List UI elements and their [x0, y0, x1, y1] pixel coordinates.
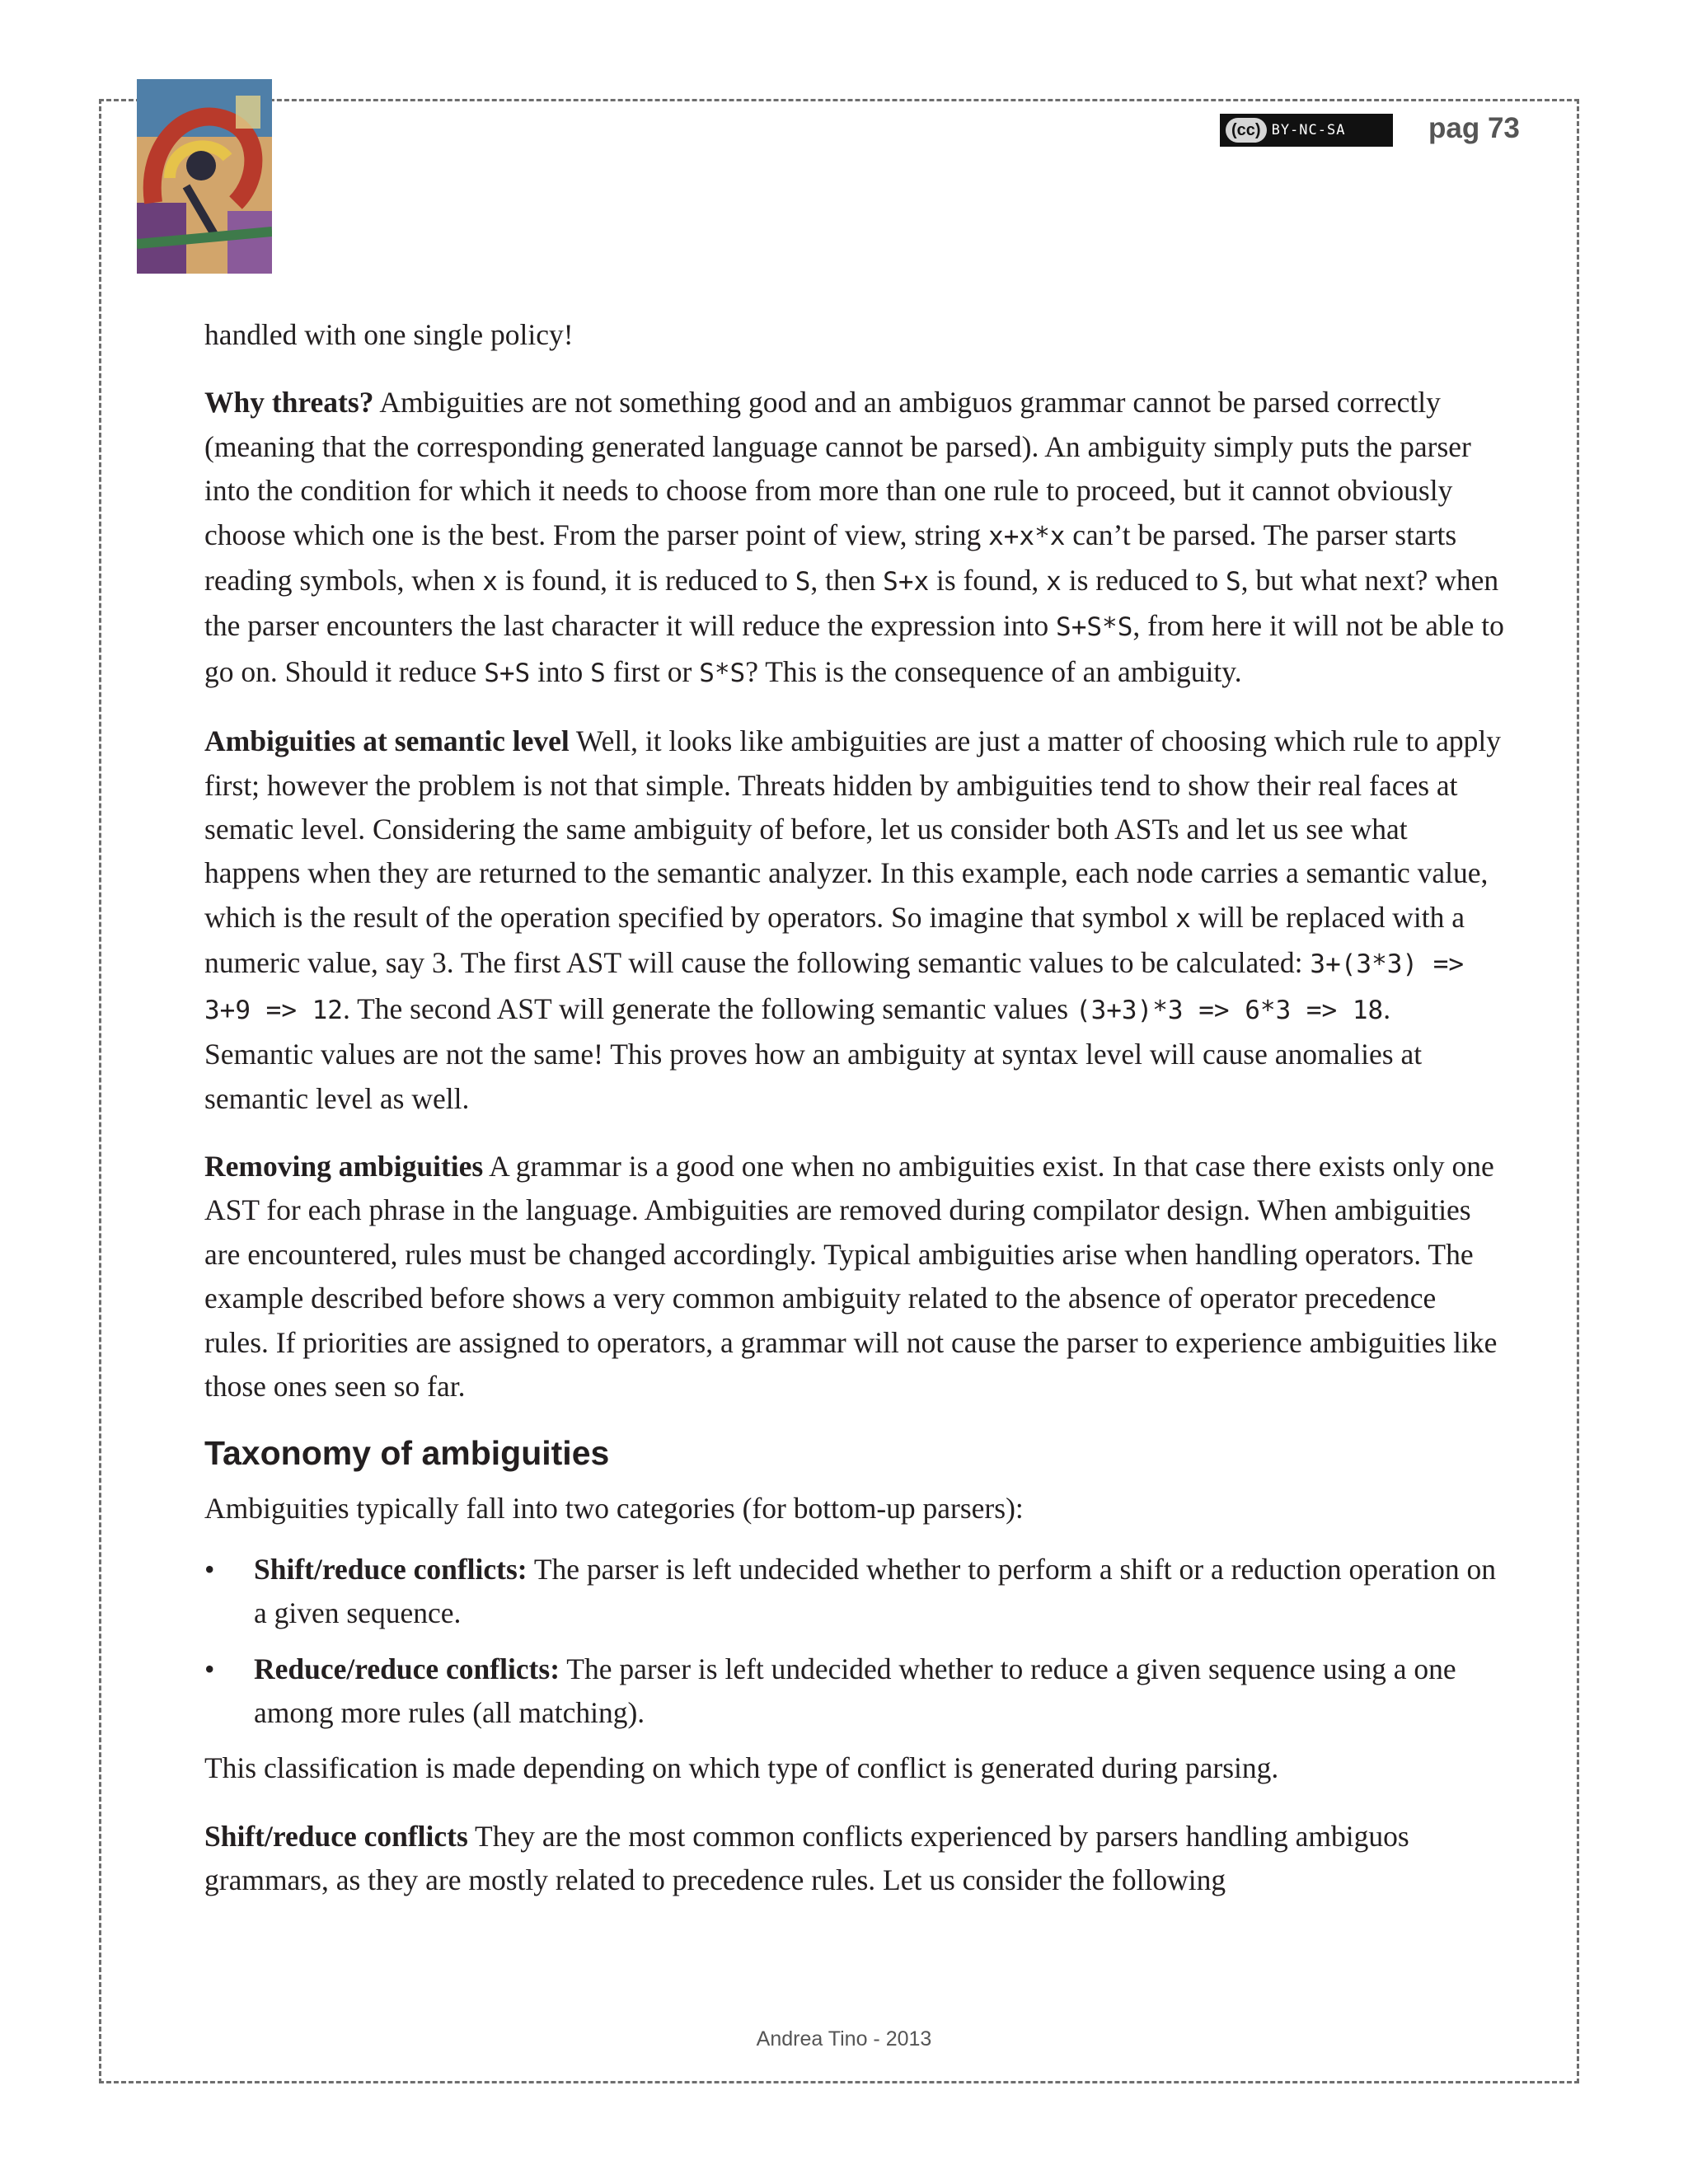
footer-author: Andrea Tino - 2013 — [756, 2027, 932, 2050]
code-inline: 3+(3*3) => 3+9 => 12 — [204, 949, 1465, 1025]
code-inline: S*S — [699, 658, 746, 688]
cover-painting — [137, 79, 272, 274]
code-inline: (3+3)*3 => 6*3 => 18 — [1075, 995, 1384, 1025]
code-inline: x — [1046, 567, 1062, 598]
code-inline: S+S — [484, 658, 531, 688]
code-inline: S+x — [883, 567, 930, 598]
page-content — [204, 313, 1507, 1927]
code-inline: x — [482, 567, 498, 598]
bullet-icon: • — [204, 1552, 215, 1586]
code-inline: x — [1175, 903, 1191, 934]
list-item: • Reduce/reduce conflicts: The parser is left undecided whether to reduce a given sequence using a one among more rules (all matching). — [204, 1647, 1507, 1736]
removing-ambiguities-paragraph: Removing ambiguities A grammar is a good one when no ambiguities exist. In that case there exists only one AST for each phrase in the language. Ambiguities are removed during compilator design. When ambiguities are encountered, rules must be changed accordingly. Typical ambiguities arise when handling operators. The example described before shows a very common ambiguity related to the absence of operator precedence rules. If priorities are assigned to operators, a grammar will not cause the parser to experience ambiguities like those ones seen so far. — [204, 1149, 1498, 1403]
conflict-list — [204, 1548, 1507, 1736]
intro-paragraph: handled with one single policy! — [204, 318, 574, 351]
section-title: Taxonomy of ambiguities — [204, 1434, 610, 1473]
page-number: pag 73 — [1428, 112, 1520, 144]
code-inline: S — [1225, 567, 1241, 598]
removing-ambiguities-heading: Removing ambiguities — [204, 1149, 484, 1183]
cc-license-badge — [1220, 114, 1393, 147]
code-inline: S — [590, 658, 606, 688]
semantic-level-heading: Ambiguities at semantic level — [204, 724, 570, 758]
shift-reduce-heading: Shift/reduce conflicts — [204, 1819, 468, 1853]
semantic-level-paragraph: Ambiguities at semantic level Well, it looks like ambiguities are just a matter of choosing which rule to apply first; however the problem is not that simple. Threats hidden by ambiguities tend to show their real faces at sematic level. Considering the same ambiguity of before, let us consider both ASTs and let us see what happens when they are returned to the semantic analyzer. In this example, each node carries a semantic value, which is the result of the operation specified by operators. So imagine that symbol x will be replaced with a numeric value, say 3. The first AST will cause the following semantic values to be calculated: 3+(3*3) => 3+9 => 12. The second AST will generate the following semantic values (3+3)*3 => 6*3 => 18. Semantic values are not the same! This proves how an ambiguity at syntax level will cause anomalies at semantic level as well. — [204, 724, 1501, 1115]
classification-paragraph: This classification is made depending on which type of conflict is generated during parsing. — [204, 1751, 1279, 1785]
list-item: • Shift/reduce conflicts: The parser is left undecided whether to perform a shift or a reduction operation on a given sequence. — [204, 1548, 1507, 1636]
bullet-icon: • — [204, 1652, 215, 1685]
why-threats-heading: Why threats? — [204, 386, 374, 419]
code-inline: x+x*x — [988, 521, 1066, 551]
why-threats-paragraph: Why threats? Ambiguities are not something good and an ambiguos grammar cannot be parsed correctly (meaning that the corresponding generated language cannot be parsed). An ambiguity simply puts the parser into the condition for which it needs to choose from more than one rule to proceed, but it cannot obviously choose which one is the best. From the parser point of view, string x+x*x can’t be parsed. The parser starts reading symbols, when x is found, it is reduced to S, then S+x is found, x is reduced to S, but what next? when the parser encounters the last character it will reduce the expression into S+S*S, from here it will not be able to go on. Should it reduce S+S into S first or S*S? This is the consequence of an ambiguity. — [204, 386, 1504, 688]
license-terms: BY-NC-SA — [1271, 122, 1346, 138]
shift-reduce-paragraph: Shift/reduce conflicts They are the most common conflicts experienced by parsers handling ambiguos grammars, as they are mostly related to precedence rules. Let us consider the following — [204, 1819, 1409, 1897]
code-inline: S — [795, 567, 811, 598]
code-inline: S+S*S — [1056, 612, 1133, 643]
taxonomy-intro: Ambiguities typically fall into two categories (for bottom-up parsers): — [204, 1492, 1024, 1526]
cc-icon: (cc) — [1226, 118, 1267, 143]
book-cover-image — [137, 79, 272, 274]
